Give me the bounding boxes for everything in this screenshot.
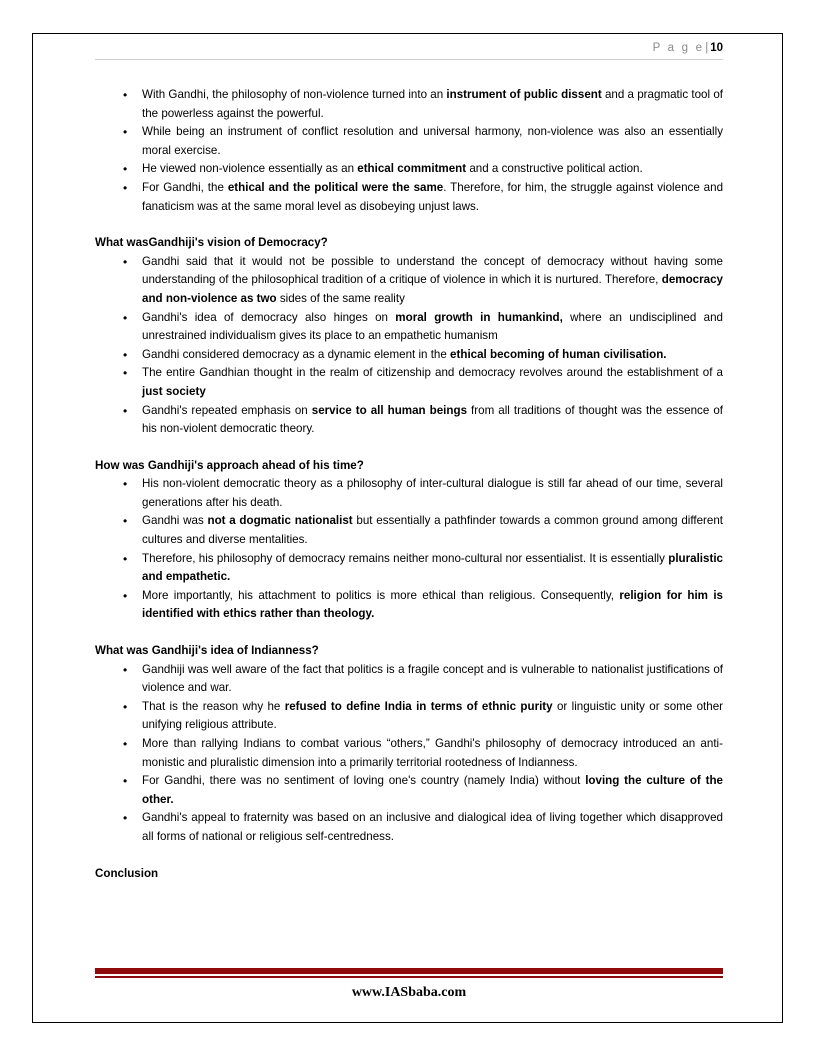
bullet-text: He viewed non-violence essentially as an (142, 162, 358, 176)
bullet-item (95, 587, 723, 624)
bullet-emphasis: just society (142, 384, 206, 398)
bullet-item (95, 123, 723, 160)
bullet-emphasis: moral growth in humankind, (395, 310, 563, 324)
spacer (95, 216, 723, 234)
bullet-emphasis: loving the culture of the other. (142, 774, 723, 806)
bullet-item (95, 86, 723, 123)
page-content-area (95, 40, 723, 883)
bullet-emphasis: ethical commitment (357, 162, 467, 176)
bullet-text: Gandhi said that it would not be possible to understand the concept of democracy without having some understanding of the philosophical tradition of a critique of violence in which it is nurtured. Therefore, (142, 254, 723, 287)
bullet-text: More than rallying Indians to combat various “others,” Gandhi's philosophy of democracy introduced an anti-monistic and pluralistic dimension into a primarily territorial rootedness of Indianness. (142, 737, 723, 769)
intro-bullet-list (95, 86, 723, 216)
bullet-item (95, 179, 723, 216)
bullet-text: where an undisciplined and unrestrained individualism gives its place to an empathetic humanism (142, 310, 723, 343)
section-bullet-list-3 (95, 661, 723, 847)
bullet-text: Therefore, his philosophy of democracy remains neither mono-cultural nor essentialist. It is essentially (142, 551, 669, 565)
bullet-text: That is the reason why he (142, 699, 285, 713)
bullet-item (95, 550, 723, 587)
bullet-item (95, 735, 723, 772)
bullet-item (95, 809, 723, 846)
spacer (95, 439, 723, 457)
bullet-emphasis: pluralistic and empathetic. (142, 551, 723, 584)
bullet-text: from all traditions of thought was the essence of his non-violent democratic theory. (142, 403, 723, 436)
bullet-text: With Gandhi, the philosophy of non-violence turned into an (142, 88, 447, 101)
section-heading-2: How was Gandhiji's approach ahead of his time? (95, 458, 364, 472)
page-footer (95, 968, 723, 1001)
bullet-text: Gandhi's idea of democracy also hinges on (142, 310, 396, 324)
bullet-text: While being an instrument of conflict resolution and universal harmony, non-violence was also an essentially moral exercise. (142, 125, 723, 157)
spacer (95, 847, 723, 865)
bullet-text: The entire Gandhian thought in the realm of citizenship and democracy revolves around the establishment of a (142, 366, 723, 380)
header-page-number: 10 (710, 42, 723, 54)
bullet-item (95, 475, 723, 512)
header-page-label: P a g e (652, 42, 705, 54)
footer-rule-thin (95, 976, 723, 978)
header-separator: | (705, 42, 709, 54)
bullet-emphasis: ethical and the political were the same (227, 180, 444, 194)
bullet-emphasis: ethical becoming of human civilisation. (450, 347, 667, 361)
bullet-emphasis: service to all human beings (311, 403, 468, 417)
bullet-item (95, 402, 723, 439)
bullet-item (95, 772, 723, 809)
bullet-emphasis: instrument of public dissent (446, 88, 602, 101)
bullet-emphasis: refused to define India in terms of ethnic purity (284, 699, 553, 713)
bullet-item (95, 512, 723, 549)
bullet-emphasis: not a dogmatic nationalist (207, 514, 353, 528)
bullet-item (95, 698, 723, 735)
section-heading-3: What was Gandhiji's idea of Indianness? (95, 644, 319, 658)
bullet-text: For Gandhi, there was no sentiment of loving one's country (namely India) without (142, 774, 586, 788)
bullet-item (95, 346, 723, 365)
bullet-text: but essentially a pathfinder towards a common ground among different cultures and diverse mentalities. (142, 514, 723, 547)
bullet-text: Gandhi's appeal to fraternity was based on an inclusive and dialogical idea of living together which disapproved all forms of national or religious self-centredness. (142, 811, 723, 843)
document-body (95, 86, 723, 883)
sections-container (95, 216, 723, 846)
spacer (95, 624, 723, 642)
section-bullet-list-1 (95, 253, 723, 439)
bullet-text: and a pragmatic tool of the powerless against the powerful. (142, 88, 723, 120)
bullet-text: Gandhi's repeated emphasis on (142, 403, 312, 417)
bullet-text: Gandhi considered democracy as a dynamic element in the (142, 347, 451, 361)
bullet-text: Gandhi was (142, 514, 208, 528)
bullet-text: and a constructive political action. (466, 162, 643, 176)
bullet-item (95, 160, 723, 179)
bullet-text: sides of the same reality (276, 291, 405, 305)
bullet-text: . Therefore, for him, the struggle against violence and fanaticism was at the same moral level as disobeying unjust laws. (142, 180, 724, 213)
bullet-text: His non-violent democratic theory as a philosophy of inter-cultural dialogue is still far ahead of our time, several generations after his death. (142, 477, 723, 509)
bullet-emphasis: religion for him is identified with ethics rather than theology. (142, 588, 723, 621)
bullet-text: More importantly, his attachment to politics is more ethical than religious. Consequently, (142, 588, 620, 602)
section-heading-1: What wasGandhiji's vision of Democracy? (95, 236, 328, 250)
page-header (95, 40, 723, 60)
section-bullet-list-2 (95, 475, 723, 624)
bullet-emphasis: democracy and non-violence as two (142, 273, 723, 305)
bullet-item (95, 253, 723, 309)
bullet-text: or linguistic unity or some other unifying religious attribute. (142, 699, 724, 732)
bullet-item (95, 661, 723, 698)
bullet-text: For Gandhi, the (142, 180, 228, 194)
footer-website: www.IASbaba.com (351, 985, 467, 1000)
bullet-text: Gandhiji was well aware of the fact that politics is a fragile concept and is vulnerable to nationalist justifications of violence and war. (142, 662, 723, 695)
conclusion-heading: Conclusion (95, 866, 159, 880)
bullet-item (95, 364, 723, 401)
bullet-item (95, 309, 723, 346)
